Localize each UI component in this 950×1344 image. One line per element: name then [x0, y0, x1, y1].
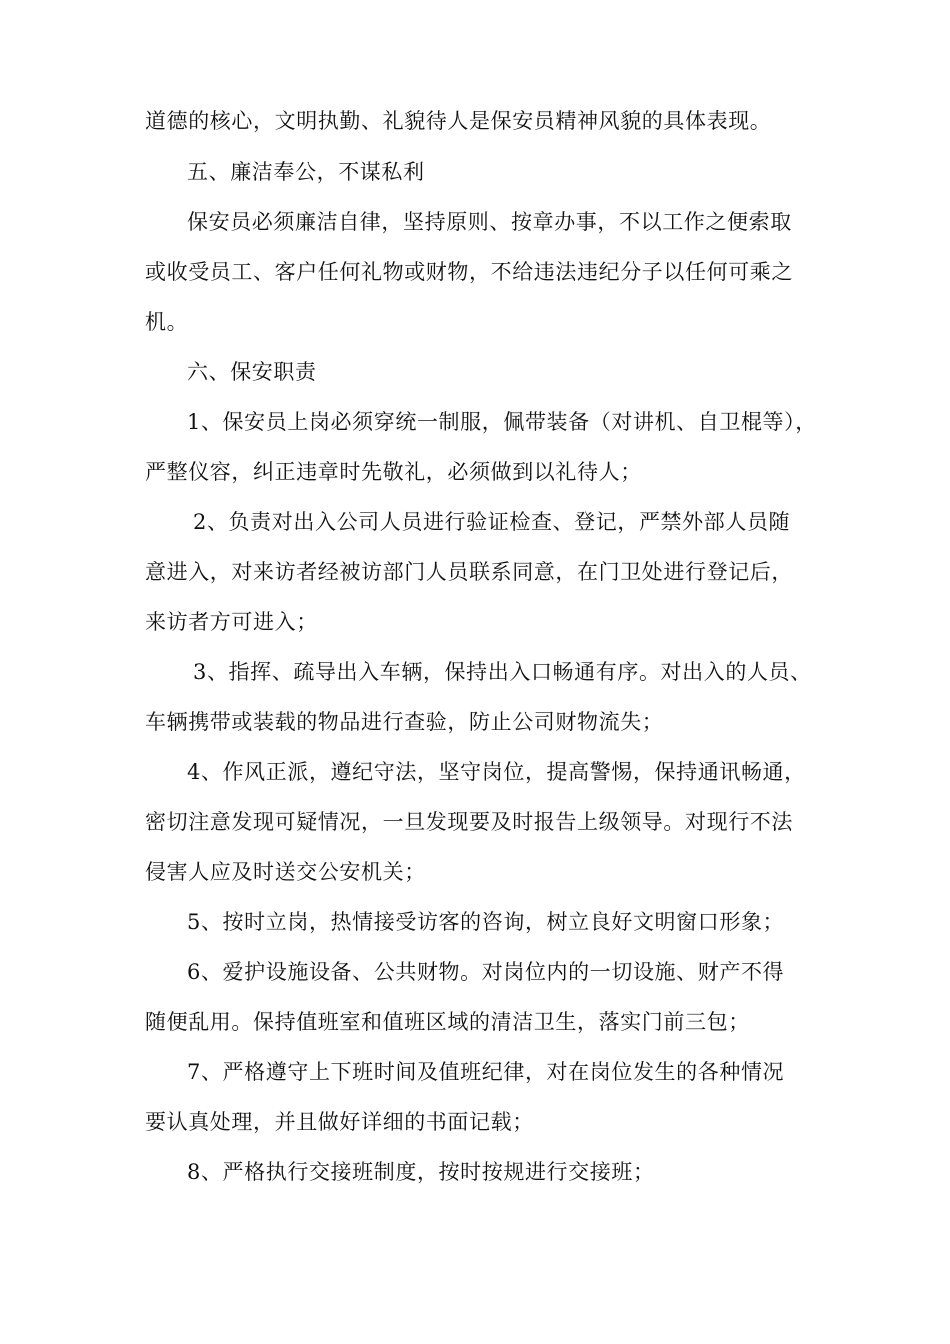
- text-line: 要认真处理，并且做好详细的书面记载；: [145, 1110, 534, 1134]
- text-line: 1、保安员上岗必须穿统一制服，佩带装备（对讲机、自卫棍等），: [187, 410, 817, 434]
- text-line: 随便乱用。保持值班室和值班区域的清洁卫生，落实门前三包；: [145, 1010, 750, 1034]
- text-line: 密切注意发现可疑情况，一旦发现要及时报告上级领导。对现行不法: [145, 810, 793, 834]
- text-line: 7、严格遵守上下班时间及值班纪律，对在岗位发生的各种情况: [187, 1060, 785, 1084]
- text-line: 机。: [145, 310, 189, 334]
- text-line: 保安员必须廉洁自律，坚持原则、按章办事，不以工作之便索取: [187, 210, 792, 234]
- text-line: 5、按时立岗，热情接受访客的咨询，树立良好文明窗口形象；: [187, 910, 785, 934]
- section-heading: 六、保安职责: [187, 360, 317, 384]
- text-line: 或收受员工、客户任何礼物或财物，不给违法违纪分子以任何可乘之: [145, 260, 793, 284]
- text-line: 意进入，对来访者经被访部门人员联系同意，在门卫处进行登记后，: [145, 560, 793, 584]
- text-line: 6、爱护设施设备、公共财物。对岗位内的一切设施、财产不得: [187, 960, 785, 984]
- text-line: 3、指挥、疏导出入车辆，保持出入口畅通有序。对出入的人员、: [193, 660, 812, 684]
- text-line: 侵害人应及时送交公安机关；: [145, 860, 426, 884]
- text-line: 车辆携带或装载的物品进行查验，防止公司财物流失；: [145, 710, 664, 734]
- text-line: 8、严格执行交接班制度，按时按规进行交接班；: [187, 1160, 655, 1184]
- text-line: 4、作风正派，遵纪守法，坚守岗位，提高警惕，保持通讯畅通，: [187, 760, 806, 784]
- text-line: 严整仪容，纠正违章时先敬礼，必须做到以礼待人；: [145, 460, 642, 484]
- text-line: 来访者方可进入；: [145, 610, 318, 634]
- section-heading: 五、廉洁奉公，不谋私利: [187, 160, 425, 184]
- text-line: 2、负责对出入公司人员进行验证检查、登记，严禁外部人员随: [193, 510, 791, 534]
- text-line: 道德的核心，文明执勤、礼貌待人是保安员精神风貌的具体表现。: [145, 109, 772, 133]
